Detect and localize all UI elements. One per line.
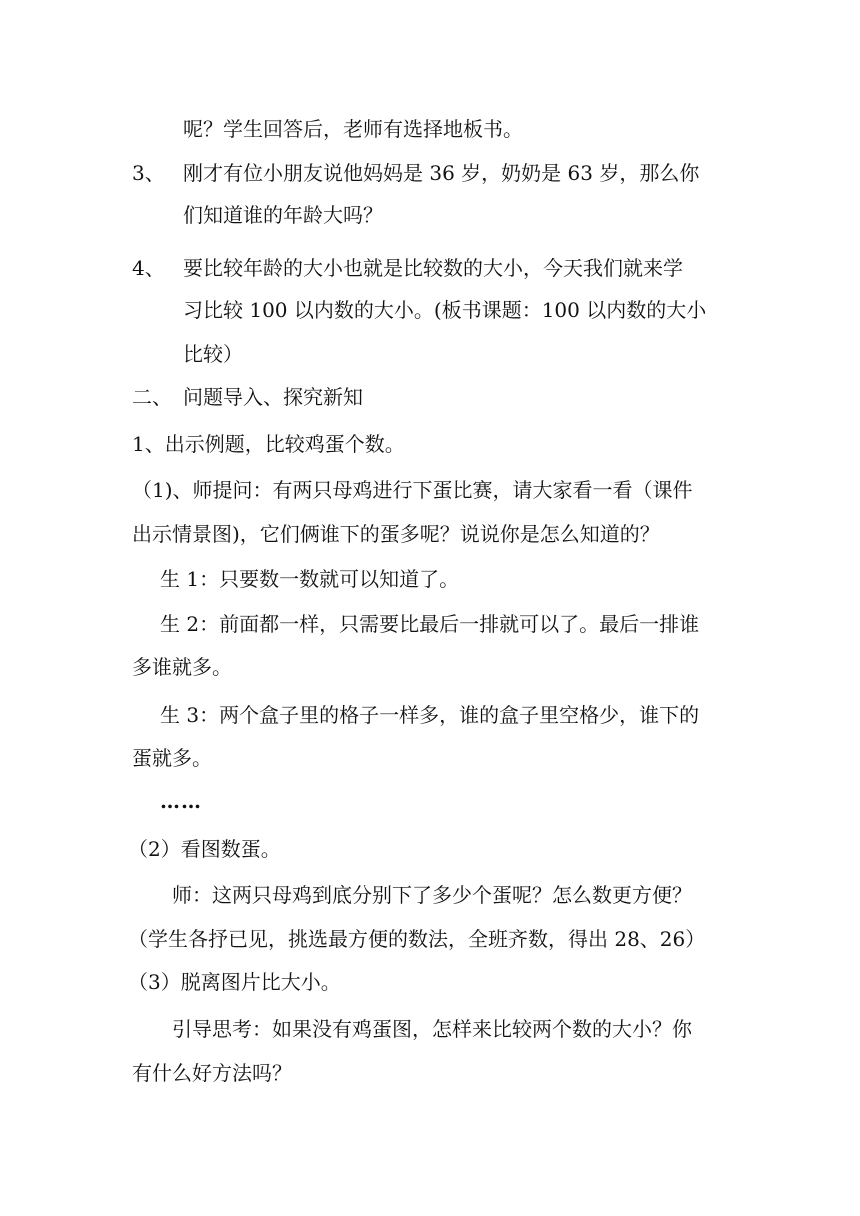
paragraph-line: 1、出示例题，比较鸡蛋个数。 <box>132 432 405 456</box>
paragraph-line: （2）看图数蛋。 <box>128 837 281 861</box>
paragraph-line: 要比较年龄的大小也就是比较数的大小，今天我们就来学 <box>183 256 683 280</box>
paragraph-line: 引导思考：如果没有鸡蛋图，怎样来比较两个数的大小？你 <box>172 1017 692 1041</box>
paragraph-line: 呢？学生回答后，老师有选择地板书。 <box>183 117 523 141</box>
paragraph-line: 师：这两只母鸡到底分别下了多少个蛋呢？怎么数更方便？ <box>172 883 692 907</box>
paragraph-line: 多谁就多。 <box>132 655 232 679</box>
ellipsis-line: …… <box>160 789 202 813</box>
paragraph-line: 刚才有位小朋友说他妈妈是 36 岁，奶奶是 63 岁，那么你 <box>183 161 700 185</box>
paragraph-line: （1)、师提问：有两只母鸡进行下蛋比赛，请大家看一看（课件 <box>132 478 693 502</box>
paragraph-line: 出示情景图)，它们俩谁下的蛋多呢？说说你是怎么知道的？ <box>132 522 660 546</box>
paragraph-line: 生 1：只要数一数就可以知道了。 <box>160 567 460 591</box>
paragraph-line: （3）脱离图片比大小。 <box>128 970 341 994</box>
paragraph-line: 生 2：前面都一样，只需要比最后一排就可以了。最后一排谁 <box>160 612 700 636</box>
list-number-3: 3、 <box>132 161 165 185</box>
paragraph-line: 生 3：两个盒子里的格子一样多，谁的盒子里空格少，谁下的 <box>160 703 700 727</box>
paragraph-line: 们知道谁的年龄大吗？ <box>183 203 383 227</box>
section-heading: 问题导入、探究新知 <box>183 385 363 409</box>
paragraph-line: （学生各抒已见，挑选最方便的数法，全班齐数，得出 28、26） <box>128 927 706 951</box>
paragraph-line: 蛋就多。 <box>132 746 212 770</box>
paragraph-line: 有什么好方法吗？ <box>132 1061 292 1085</box>
paragraph-line: 比较） <box>183 342 243 366</box>
section-number-2: 二、 <box>132 385 172 409</box>
list-number-4: 4、 <box>132 256 165 280</box>
paragraph-line: 习比较 100 以内数的大小。(板书课题：100 以内数的大小 <box>183 298 707 322</box>
